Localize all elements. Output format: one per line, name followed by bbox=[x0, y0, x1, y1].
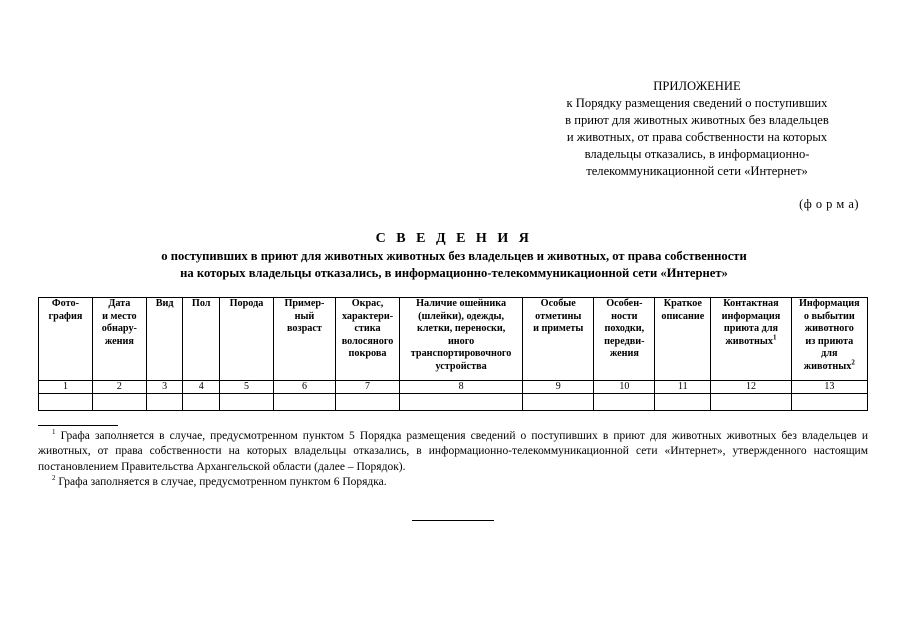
column-header-line: и место bbox=[102, 310, 137, 322]
footnotes bbox=[38, 429, 868, 491]
appendix-line: к Порядку размещения сведений о поступивших bbox=[566, 96, 828, 110]
column-header-line: Фото- bbox=[51, 298, 79, 309]
table-cell[interactable] bbox=[335, 394, 399, 411]
footnote-2-text: Графа заполняется в случае, предусмотренном пунктом 6 Порядка. bbox=[55, 476, 387, 489]
appendix-line: владельцы отказались, в информационно- bbox=[584, 147, 810, 161]
footnote-2 bbox=[38, 475, 868, 490]
column-header-line: Пол bbox=[191, 298, 211, 309]
form-label: (ф о р м а) bbox=[799, 197, 859, 211]
footnote-ref: 1 bbox=[772, 333, 777, 342]
column-header-11 bbox=[655, 298, 711, 381]
column-header-7 bbox=[335, 298, 399, 381]
column-header-line: из приюта bbox=[805, 335, 854, 347]
column-header-line bbox=[712, 333, 789, 349]
column-number: 6 bbox=[273, 381, 335, 394]
table-cell[interactable] bbox=[711, 394, 791, 411]
column-number: 2 bbox=[92, 381, 146, 394]
column-header-line: Краткое bbox=[663, 298, 702, 309]
column-header-line: Пример- bbox=[284, 298, 325, 309]
column-number: 5 bbox=[220, 381, 274, 394]
table-cell[interactable] bbox=[273, 394, 335, 411]
table-cell[interactable] bbox=[791, 394, 867, 411]
column-header-8 bbox=[400, 298, 523, 381]
column-header-line: Контактная bbox=[723, 298, 779, 309]
column-header-line: и приметы bbox=[533, 323, 584, 335]
column-header-line: (шлейки), одежды, bbox=[418, 310, 505, 322]
column-header-line: ности bbox=[611, 310, 638, 322]
table-cell[interactable] bbox=[655, 394, 711, 411]
column-header-line: животного bbox=[804, 323, 854, 335]
column-header-line: жения bbox=[104, 335, 134, 347]
appendix-line: и животных, от права собственности на которых bbox=[566, 130, 828, 144]
column-number: 11 bbox=[655, 381, 711, 394]
column-header-line: Наличие ошейника bbox=[416, 298, 507, 309]
column-header-line: транспортировочного bbox=[410, 348, 512, 360]
column-header-line: о выбытии bbox=[803, 310, 855, 322]
document-subtitle-line: о поступивших в приют для животных животных без владельцев и животных, от права собственности bbox=[161, 249, 747, 263]
column-header-9 bbox=[523, 298, 594, 381]
column-header-line: описание bbox=[661, 310, 705, 322]
column-number: 9 bbox=[523, 381, 594, 394]
footnote-1-text: Графа заполняется в случае, предусмотренном пунктом 5 Порядка размещения сведений о поступивших в приют для животных животных без владельцев и животных, от права собственности на которых владельцы отказались, в информационно-телекоммуникационной сети «Интернет», утвержденного настоящим постановлением Правительства Архангельской области (далее – Порядок). bbox=[38, 430, 868, 473]
column-header-line: клетки, переноски, bbox=[416, 323, 506, 335]
column-header-line: обнару- bbox=[101, 323, 137, 335]
column-header-3 bbox=[146, 298, 183, 381]
document-subtitle-line: на которых владельцы отказались, в информационно-телекоммуникационной сети «Интернет» bbox=[180, 266, 728, 280]
column-number: 10 bbox=[594, 381, 655, 394]
column-header-1 bbox=[39, 298, 93, 381]
column-header-6 bbox=[273, 298, 335, 381]
column-header-line: Вид bbox=[155, 298, 174, 309]
column-number: 1 bbox=[39, 381, 93, 394]
column-header-line: для bbox=[821, 348, 838, 360]
column-header-line: Информация bbox=[798, 298, 860, 309]
column-header-line: стика bbox=[354, 323, 381, 335]
column-header-line: характери- bbox=[341, 310, 394, 322]
table-cell[interactable] bbox=[146, 394, 183, 411]
column-header-line: иного bbox=[447, 335, 475, 347]
column-header-5 bbox=[220, 298, 274, 381]
table-empty-row bbox=[39, 394, 868, 411]
table-cell[interactable] bbox=[183, 394, 220, 411]
footnote-1 bbox=[38, 429, 868, 475]
end-rule bbox=[412, 520, 494, 521]
column-header-line: приюта для bbox=[723, 323, 779, 335]
table-cell[interactable] bbox=[523, 394, 594, 411]
appendix-line: телекоммуникационной сети «Интернет» bbox=[586, 164, 808, 178]
column-header-line-text: животных bbox=[803, 360, 852, 372]
column-header-line: Особые bbox=[540, 298, 576, 309]
data-table bbox=[38, 297, 868, 411]
column-header-line: покрова bbox=[348, 348, 387, 360]
column-number: 4 bbox=[183, 381, 220, 394]
footnote-1-mark: 1 bbox=[52, 428, 56, 437]
column-header-line: Окрас, bbox=[351, 298, 384, 309]
appendix-line: в приют для животных животных без владельцев bbox=[565, 113, 829, 127]
column-number: 8 bbox=[400, 381, 523, 394]
appendix-title: ПРИЛОЖЕНИЕ bbox=[653, 79, 741, 93]
column-header-line: походки, bbox=[604, 323, 645, 335]
document-title: С В Е Д Е Н И Я bbox=[375, 231, 533, 246]
table-cell[interactable] bbox=[92, 394, 146, 411]
column-header-line: волосяного bbox=[341, 335, 394, 347]
appendix-block bbox=[520, 78, 874, 180]
column-header-4 bbox=[183, 298, 220, 381]
footnote-ref: 2 bbox=[851, 358, 855, 367]
column-header-line-text: животных bbox=[725, 335, 773, 347]
column-header-line: Дата bbox=[108, 298, 131, 309]
column-header-line bbox=[793, 358, 866, 374]
column-number: 3 bbox=[146, 381, 183, 394]
column-header-line: графия bbox=[48, 310, 83, 322]
column-header-12 bbox=[711, 298, 791, 381]
column-header-line: Особен- bbox=[606, 298, 643, 309]
column-header-2 bbox=[92, 298, 146, 381]
table-cell[interactable] bbox=[220, 394, 274, 411]
table-cell[interactable] bbox=[39, 394, 93, 411]
column-header-line: устройства bbox=[435, 360, 487, 372]
column-number: 12 bbox=[711, 381, 791, 394]
column-header-line: передви- bbox=[604, 335, 645, 347]
column-number: 7 bbox=[335, 381, 399, 394]
column-header-line: информация bbox=[721, 310, 781, 322]
document-heading bbox=[40, 230, 868, 282]
column-header-13 bbox=[791, 298, 867, 381]
table-header-row bbox=[39, 298, 868, 381]
table-cell[interactable] bbox=[400, 394, 523, 411]
column-header-line: жения bbox=[609, 348, 639, 360]
column-header-line: возраст bbox=[287, 323, 322, 335]
column-header-line: Порода bbox=[229, 298, 264, 309]
table-number-row bbox=[39, 381, 868, 394]
column-header-10 bbox=[594, 298, 655, 381]
column-header-line: ный bbox=[294, 310, 315, 322]
table-cell[interactable] bbox=[594, 394, 655, 411]
column-header-line: отметины bbox=[535, 310, 582, 322]
footnote-2-mark: 2 bbox=[52, 474, 56, 483]
footnote-separator bbox=[38, 425, 118, 426]
column-number: 13 bbox=[791, 381, 867, 394]
